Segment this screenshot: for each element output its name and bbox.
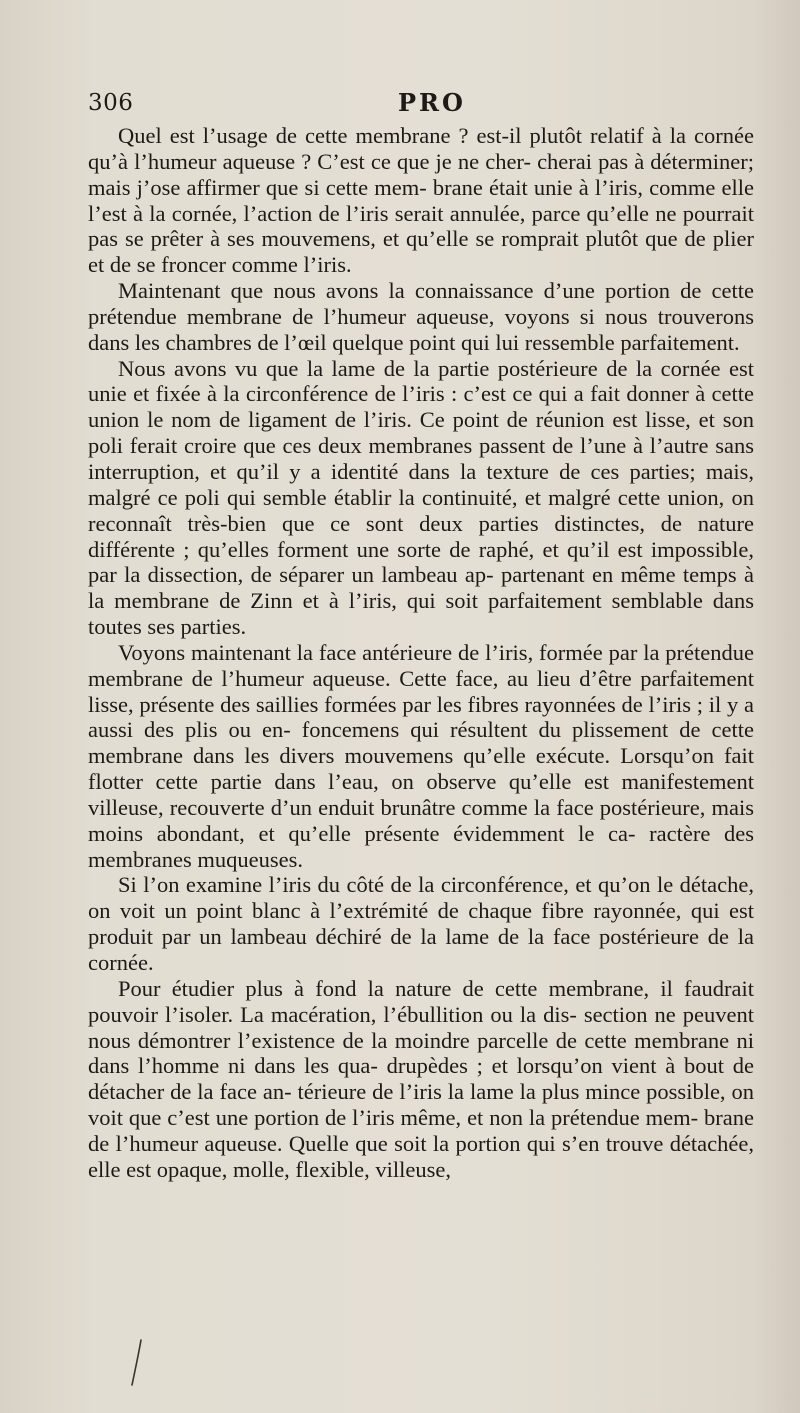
paragraph-6: Pour étudier plus à fond la nature de cette membrane, il faudrait pouvoir l’isoler. La macération, l’ébullition ou la dis- section ne peuvent nous démontrer l’existence de la moindre parcelle de cette membrane ni dans l’homme ni dans les qua- drupèdes ; et lorsqu’on vient à bout de détacher de la face an- térieure de l’iris la lame la plus mince possible, on voit que c’est une portion de l’iris même, et non la prétendue mem- brane de l’humeur aqueuse. Quelle que soit la portion qui s’en trouve détachée, elle est opaque, molle, flexible, villeuse, [88, 975, 754, 1182]
running-title: PRO [398, 88, 466, 117]
running-head [88, 86, 768, 120]
paragraph-3: Nous avons vu que la lame de la partie postérieure de la cornée est unie et fixée à la circonférence de l’iris : c’est ce qui a fait donner à cette union le nom de ligament de l’iris. Ce point de réunion est lisse, et son poli ferait croire que ces deux membranes passent de l’une à l’autre sans interruption, et qu’il y a identité dans la texture de ces parties; mais, malgré ce poli qui semble établir la continuité, et malgré cette union, on reconnaît très-bien que ce sont deux parties distinctes, de nature différente ; qu’elles forment une sorte de raphé, et qu’il est impossible, par la dissection, de séparer un lambeau ap- partenant en même temps à la membrane de Zinn et à l’iris, qui soit parfaitement semblable dans toutes ses parties. [88, 355, 754, 640]
ink-mark [128, 1338, 146, 1388]
paragraph-1: Quel est l’usage de cette membrane ? est-il plutôt relatif à la cornée qu’à l’humeur aqueuse ? C’est ce que je ne cher- cherai pas à déterminer; mais j’ose affirmer que si cette mem- brane était unie à l’iris, comme elle l’est à la cornée, l’action de l’iris serait annulée, parce qu’elle ne pourrait pas se prêter à ses mouvemens, et qu’elle se romprait plutôt que de plier et de se froncer comme l’iris. [88, 123, 754, 278]
page-number: 306 [88, 90, 134, 116]
paragraph-2: Maintenant que nous avons la connaissance d’une portion de cette prétendue membrane de l’humeur aqueuse, voyons si nous trouverons dans les chambres de l’œil quelque point qui lui ressemble parfaitement. [88, 278, 754, 355]
paragraph-4: Voyons maintenant la face antérieure de l’iris, formée par la prétendue membrane de l’humeur aqueuse. Cette face, au lieu d’être parfaitement lisse, présente des saillies formées par les fibres rayonnées de l’iris ; il y a aussi des plis ou en- foncemens qui résultent du plissement de cette membrane dans les divers mouvemens qu’elle exécute. Lorsqu’on fait flotter cette partie dans l’eau, on observe qu’elle est manifestement villeuse, recouverte d’un enduit brunâtre comme la face postérieure, mais moins abondant, et qu’elle présente évidemment le ca- ractère des membranes muqueuses. [88, 639, 754, 872]
body-text [88, 123, 754, 1183]
paragraph-5: Si l’on examine l’iris du côté de la circonférence, et qu’on le détache, on voit un point blanc à l’extrémité de chaque fibre rayonnée, qui est produit par un lambeau déchiré de la lame de la face postérieure de la cornée. [88, 872, 754, 975]
